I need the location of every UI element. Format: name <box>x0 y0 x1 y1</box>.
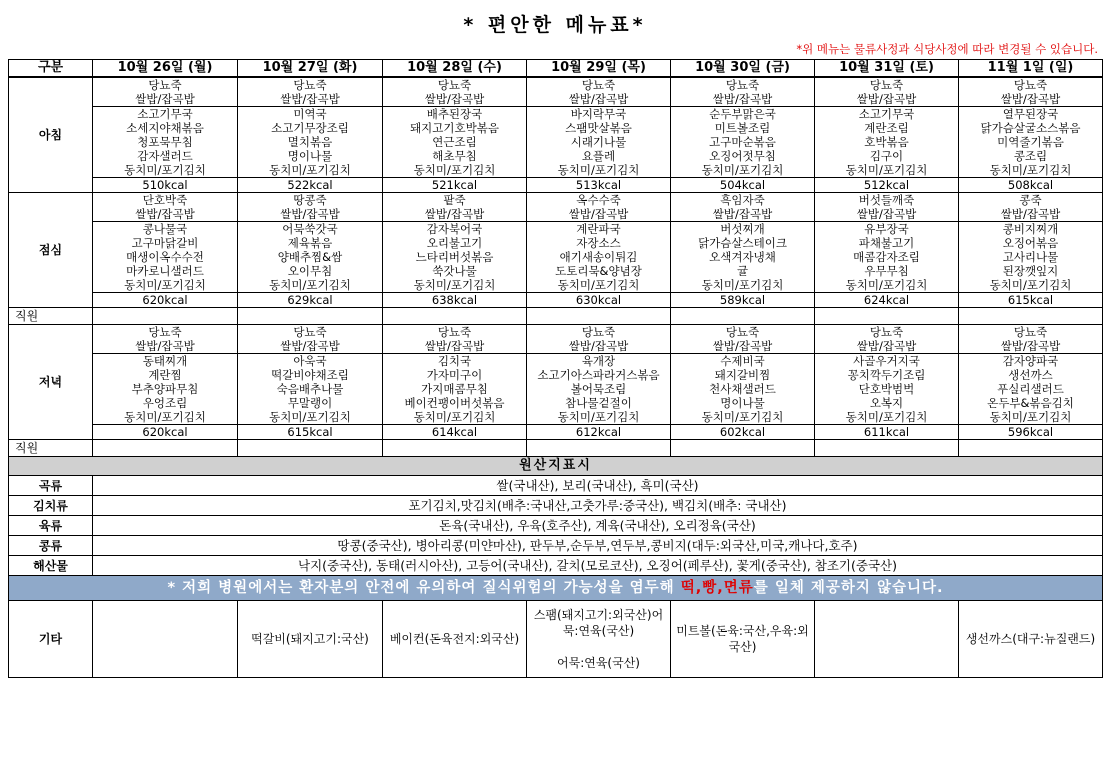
dish-cell: 흑임자죽 <box>671 193 815 208</box>
day-header: 10월 29일 (목) <box>527 60 671 78</box>
dish-cell: 당뇨죽 <box>959 325 1103 340</box>
dish-row <box>9 135 1103 149</box>
dish-cell: 쌀밥/잡곡밥 <box>815 207 959 222</box>
dish-cell: 땅콩죽 <box>238 193 383 208</box>
dish-cell: 매콤감자조림 <box>815 250 959 264</box>
dish-cell: 동태찌개 <box>93 354 238 369</box>
kcal-cell: 508kcal <box>959 178 1103 193</box>
dish-cell: 당뇨죽 <box>238 325 383 340</box>
dish-cell: 생선까스 <box>959 368 1103 382</box>
origin-label: 곡류 <box>9 476 93 496</box>
dish-cell: 오색겨자냉채 <box>671 250 815 264</box>
kcal-cell: 522kcal <box>238 178 383 193</box>
dish-cell: 수제비국 <box>671 354 815 369</box>
dish-cell: 자장소스 <box>527 236 671 250</box>
staff-cell <box>959 308 1103 325</box>
dish-cell: 오복지 <box>815 396 959 410</box>
meal-label: 점심 <box>9 193 93 308</box>
staff-cell <box>815 440 959 457</box>
kcal-cell: 589kcal <box>671 293 815 308</box>
dish-cell: 쌀밥/잡곡밥 <box>671 92 815 107</box>
dish-cell: 동치미/포기김치 <box>383 410 527 425</box>
dish-row <box>9 339 1103 354</box>
dish-cell: 바지락무국 <box>527 107 671 122</box>
dish-cell: 떡갈비야채조림 <box>238 368 383 382</box>
dish-cell: 오리불고기 <box>383 236 527 250</box>
etc-row <box>9 601 1103 678</box>
etc-label: 기타 <box>9 601 93 678</box>
dish-cell: 쌀밥/잡곡밥 <box>815 339 959 354</box>
dish-cell: 동치미/포기김치 <box>815 163 959 178</box>
kcal-cell: 602kcal <box>671 425 815 440</box>
etc-cell <box>93 601 238 678</box>
dish-cell: 고구마순볶음 <box>671 135 815 149</box>
dish-cell: 가자미구이 <box>383 368 527 382</box>
dish-cell: 고사리나물 <box>959 250 1103 264</box>
dish-cell: 된장깻잎지 <box>959 264 1103 278</box>
dish-row <box>9 107 1103 122</box>
dish-cell: 계란조림 <box>815 121 959 135</box>
dish-cell: 당뇨죽 <box>815 325 959 340</box>
safety-banner <box>9 576 1103 601</box>
dish-cell: 무말랭이 <box>238 396 383 410</box>
dish-cell: 당뇨죽 <box>93 77 238 92</box>
dish-cell: 감자양파국 <box>959 354 1103 369</box>
dish-cell: 동치미/포기김치 <box>238 163 383 178</box>
dish-row <box>9 236 1103 250</box>
origin-row <box>9 516 1103 536</box>
dish-cell: 동치미/포기김치 <box>383 278 527 293</box>
dish-cell: 계란찜 <box>93 368 238 382</box>
origin-row <box>9 476 1103 496</box>
dish-cell: 매생이옥수수전 <box>93 250 238 264</box>
dish-cell: 동치미/포기김치 <box>93 278 238 293</box>
dish-cell: 동치미/포기김치 <box>527 278 671 293</box>
etc-cell <box>383 601 527 678</box>
dish-cell: 동치미/포기김치 <box>959 278 1103 293</box>
dish-cell: 당뇨죽 <box>383 325 527 340</box>
kcal-cell: 612kcal <box>527 425 671 440</box>
dish-row <box>9 207 1103 222</box>
dish-cell: 콩죽 <box>959 193 1103 208</box>
dish-cell: 미트볼조림 <box>671 121 815 135</box>
day-header: 11월 1일 (일) <box>959 60 1103 78</box>
etc-cell-text: 떡갈비(돼지고기:국산) <box>251 632 369 646</box>
dish-cell: 당뇨죽 <box>671 325 815 340</box>
dish-row <box>9 396 1103 410</box>
staff-cell <box>527 308 671 325</box>
dish-cell: 소고기아스파라거스볶음 <box>527 368 671 382</box>
dish-row <box>9 382 1103 396</box>
dish-cell: 푸실리샐러드 <box>959 382 1103 396</box>
dish-cell: 동치미/포기김치 <box>959 410 1103 425</box>
dish-cell: 쌀밥/잡곡밥 <box>93 339 238 354</box>
dish-cell: 쌀밥/잡곡밥 <box>93 207 238 222</box>
dish-cell: 동치미/포기김치 <box>93 410 238 425</box>
day-header: 10월 30일 (금) <box>671 60 815 78</box>
dish-cell: 쌀밥/잡곡밥 <box>671 207 815 222</box>
dish-cell: 버섯들깨죽 <box>815 193 959 208</box>
dish-cell: 우무무침 <box>815 264 959 278</box>
origin-label: 육류 <box>9 516 93 536</box>
dish-row <box>9 193 1103 208</box>
kcal-cell: 624kcal <box>815 293 959 308</box>
dish-cell: 김치국 <box>383 354 527 369</box>
origin-text: 포기김치,맛김치(배추:국내산,고춧가루:중국산), 백김치(배추: 국내산) <box>93 496 1103 516</box>
dish-cell: 당뇨죽 <box>671 77 815 92</box>
dish-cell: 팥죽 <box>383 193 527 208</box>
dish-cell: 숙음배추나물 <box>238 382 383 396</box>
dish-cell: 시래기나물 <box>527 135 671 149</box>
etc-cell <box>238 601 383 678</box>
dish-cell: 어묵쑥갓국 <box>238 222 383 237</box>
dish-cell: 양배추찜&쌈 <box>238 250 383 264</box>
header-row <box>9 60 1103 78</box>
dish-cell: 볼어묵조림 <box>527 382 671 396</box>
safety-banner-row <box>9 576 1103 601</box>
kcal-cell: 611kcal <box>815 425 959 440</box>
dish-cell: 당뇨죽 <box>527 77 671 92</box>
origin-row <box>9 556 1103 576</box>
dish-cell: 닭가슴살스테이크 <box>671 236 815 250</box>
dish-row <box>9 354 1103 369</box>
origin-text: 낙지(중국산), 동태(러시아산), 고등어(국내산), 갈치(모로코산), 오징어(페루산), 꽃게(중국산), 참조기(중국산) <box>93 556 1103 576</box>
dish-cell: 쌀밥/잡곡밥 <box>527 92 671 107</box>
day-header: 10월 26일 (월) <box>93 60 238 78</box>
dish-row <box>9 325 1103 340</box>
dish-cell: 쌀밥/잡곡밥 <box>959 92 1103 107</box>
day-header: 10월 31일 (토) <box>815 60 959 78</box>
dish-row <box>9 278 1103 293</box>
dish-row <box>9 264 1103 278</box>
banner-text-prefix: * 저희 병원에서는 환자분의 안전에 유의하여 질식위험의 가능성을 염두해 <box>167 580 681 596</box>
dish-cell: 순두부맑은국 <box>671 107 815 122</box>
dish-cell: 동치미/포기김치 <box>671 163 815 178</box>
dish-cell: 동치미/포기김치 <box>527 410 671 425</box>
dish-cell: 쌀밥/잡곡밥 <box>815 92 959 107</box>
staff-cell <box>671 308 815 325</box>
dish-cell: 파채불고기 <box>815 236 959 250</box>
staff-cell <box>383 308 527 325</box>
day-header: 10월 28일 (수) <box>383 60 527 78</box>
staff-label: 직원 <box>9 308 93 325</box>
dish-cell: 부추양파무침 <box>93 382 238 396</box>
dish-cell: 콩조림 <box>959 149 1103 163</box>
origin-label: 해산물 <box>9 556 93 576</box>
menu-table <box>8 59 1103 678</box>
staff-row <box>9 308 1103 325</box>
dish-row <box>9 368 1103 382</box>
kcal-cell: 512kcal <box>815 178 959 193</box>
dish-cell: 닭가슴살굴소스볶음 <box>959 121 1103 135</box>
dish-cell: 김구이 <box>815 149 959 163</box>
etc-cell <box>959 601 1103 678</box>
dish-row <box>9 410 1103 425</box>
dish-cell: 감자샐러드 <box>93 149 238 163</box>
dish-cell: 요플레 <box>527 149 671 163</box>
dish-cell: 명이나물 <box>238 149 383 163</box>
origin-row <box>9 496 1103 516</box>
dish-cell: 아욱국 <box>238 354 383 369</box>
dish-cell: 당뇨죽 <box>527 325 671 340</box>
etc-cell-text: 생선까스(대구:뉴질랜드) <box>965 632 1096 646</box>
dish-cell: 배추된장국 <box>383 107 527 122</box>
dish-cell: 계란파국 <box>527 222 671 237</box>
dish-cell: 천사채샐러드 <box>671 382 815 396</box>
dish-cell: 콩비지찌개 <box>959 222 1103 237</box>
banner-text-suffix: 를 일체 제공하지 않습니다. <box>753 580 944 596</box>
dish-row <box>9 222 1103 237</box>
dish-cell: 당뇨죽 <box>383 77 527 92</box>
dish-cell: 쌀밥/잡곡밥 <box>238 207 383 222</box>
dish-cell: 온두부&볶음김치 <box>959 396 1103 410</box>
kcal-cell: 615kcal <box>238 425 383 440</box>
dish-cell: 오징어볶음 <box>959 236 1103 250</box>
dish-cell: 귤 <box>671 264 815 278</box>
kcal-cell: 630kcal <box>527 293 671 308</box>
kcal-cell: 615kcal <box>959 293 1103 308</box>
dish-cell: 오이무침 <box>238 264 383 278</box>
dish-cell: 쌀밥/잡곡밥 <box>671 339 815 354</box>
dish-cell: 우엉조림 <box>93 396 238 410</box>
staff-cell <box>815 308 959 325</box>
dish-cell: 연근조림 <box>383 135 527 149</box>
dish-cell: 쌀밥/잡곡밥 <box>238 339 383 354</box>
dish-cell: 쌀밥/잡곡밥 <box>383 207 527 222</box>
etc-cell <box>815 601 959 678</box>
kcal-cell: 510kcal <box>93 178 238 193</box>
dish-cell: 사골우거지국 <box>815 354 959 369</box>
staff-cell <box>93 440 238 457</box>
origin-row <box>9 536 1103 556</box>
dish-row <box>9 250 1103 264</box>
dish-cell: 느타리버섯볶음 <box>383 250 527 264</box>
change-notice: *위 메뉴는 물류사정과 식당사정에 따라 변경될 수 있습니다. <box>796 42 1098 56</box>
dish-cell: 마카로니샐러드 <box>93 264 238 278</box>
kcal-row <box>9 178 1103 193</box>
dish-cell: 가지매콤무침 <box>383 382 527 396</box>
header-label: 구분 <box>9 60 93 78</box>
kcal-row <box>9 293 1103 308</box>
dish-row <box>9 163 1103 178</box>
dish-cell: 스팸맛살볶음 <box>527 121 671 135</box>
etc-cell-text: 베이컨(돈육전지:외국산) <box>389 632 520 646</box>
dish-cell: 당뇨죽 <box>93 325 238 340</box>
kcal-cell: 629kcal <box>238 293 383 308</box>
dish-cell: 고구마닭갈비 <box>93 236 238 250</box>
staff-cell <box>959 440 1103 457</box>
kcal-cell: 521kcal <box>383 178 527 193</box>
kcal-cell: 620kcal <box>93 425 238 440</box>
origin-title-row <box>9 457 1103 476</box>
dish-cell: 애기새송이튀김 <box>527 250 671 264</box>
dish-cell: 동치미/포기김치 <box>671 410 815 425</box>
dish-cell: 육개장 <box>527 354 671 369</box>
dish-cell: 옥수수죽 <box>527 193 671 208</box>
dish-cell: 쌀밥/잡곡밥 <box>527 339 671 354</box>
dish-cell: 명이나물 <box>671 396 815 410</box>
dish-cell: 꽁치깍두기조림 <box>815 368 959 382</box>
origin-title: 원산지표시 <box>9 457 1103 476</box>
dish-cell: 쌀밥/잡곡밥 <box>238 92 383 107</box>
dish-cell: 동치미/포기김치 <box>383 163 527 178</box>
dish-cell: 콩나물국 <box>93 222 238 237</box>
kcal-cell: 596kcal <box>959 425 1103 440</box>
origin-label: 김치류 <box>9 496 93 516</box>
etc-cell-text: 미트볼(돈육:국산,우육:외국산) <box>676 624 809 654</box>
dish-cell: 멸치볶음 <box>238 135 383 149</box>
dish-cell: 호박볶음 <box>815 135 959 149</box>
dish-cell: 열무된장국 <box>959 107 1103 122</box>
dish-cell: 동치미/포기김치 <box>671 278 815 293</box>
dish-cell: 유부장국 <box>815 222 959 237</box>
dish-cell: 해초무침 <box>383 149 527 163</box>
etc-cell <box>527 601 671 678</box>
staff-row <box>9 440 1103 457</box>
staff-cell <box>671 440 815 457</box>
staff-cell <box>238 308 383 325</box>
dish-cell: 동치미/포기김치 <box>93 163 238 178</box>
origin-text: 땅콩(중국산), 병아리콩(미얀마산), 판두부,순두부,연두부,콩비지(대두:외국산,미국,캐나다,호주) <box>93 536 1103 556</box>
dish-cell: 당뇨죽 <box>238 77 383 92</box>
staff-cell <box>383 440 527 457</box>
origin-label: 콩류 <box>9 536 93 556</box>
dish-cell: 쌀밥/잡곡밥 <box>959 207 1103 222</box>
dish-cell: 도토리묵&양념장 <box>527 264 671 278</box>
dish-cell: 베이컨팽이버섯볶음 <box>383 396 527 410</box>
dish-cell: 단호박범벅 <box>815 382 959 396</box>
staff-cell <box>527 440 671 457</box>
dish-cell: 쌀밥/잡곡밥 <box>383 92 527 107</box>
dish-cell: 단호박죽 <box>93 193 238 208</box>
dish-cell: 미역줄기볶음 <box>959 135 1103 149</box>
kcal-cell: 513kcal <box>527 178 671 193</box>
dish-cell: 쌀밥/잡곡밥 <box>93 92 238 107</box>
kcal-row <box>9 425 1103 440</box>
dish-cell: 동치미/포기김치 <box>238 278 383 293</box>
kcal-cell: 614kcal <box>383 425 527 440</box>
dish-cell: 제육볶음 <box>238 236 383 250</box>
dish-cell: 소세지야채볶음 <box>93 121 238 135</box>
dish-cell: 쌀밥/잡곡밥 <box>383 339 527 354</box>
meal-label: 아침 <box>9 77 93 193</box>
dish-cell: 소고기무국 <box>815 107 959 122</box>
dish-cell: 동치미/포기김치 <box>815 410 959 425</box>
dish-cell: 오징어젓무침 <box>671 149 815 163</box>
kcal-cell: 638kcal <box>383 293 527 308</box>
dish-cell: 동치미/포기김치 <box>527 163 671 178</box>
staff-cell <box>93 308 238 325</box>
dish-cell: 돼지갈비찜 <box>671 368 815 382</box>
day-header: 10월 27일 (화) <box>238 60 383 78</box>
dish-row <box>9 92 1103 107</box>
page-title: * 편안한 메뉴표* <box>463 14 647 36</box>
dish-cell: 버섯찌개 <box>671 222 815 237</box>
dish-cell: 동치미/포기김치 <box>959 163 1103 178</box>
dish-cell: 당뇨죽 <box>815 77 959 92</box>
dish-cell: 쌀밥/잡곡밥 <box>527 207 671 222</box>
origin-text: 돈육(국내산), 우육(호주산), 계육(국내산), 오리정육(국산) <box>93 516 1103 536</box>
dish-cell: 소고기무국 <box>93 107 238 122</box>
dish-cell: 동치미/포기김치 <box>815 278 959 293</box>
staff-cell <box>238 440 383 457</box>
kcal-cell: 620kcal <box>93 293 238 308</box>
dish-row <box>9 149 1103 163</box>
kcal-cell: 504kcal <box>671 178 815 193</box>
dish-row <box>9 121 1103 135</box>
banner-highlight: 떡,빵,면류 <box>680 580 754 596</box>
meal-label: 저녁 <box>9 325 93 440</box>
etc-cell-text: 스팸(돼지고기:외국산)어묵:연육(국산) 어묵:연육(국산) <box>533 608 664 670</box>
dish-cell: 소고기무장조림 <box>238 121 383 135</box>
dish-cell: 동치미/포기김치 <box>238 410 383 425</box>
dish-cell: 참나물겉절이 <box>527 396 671 410</box>
dish-cell: 미역국 <box>238 107 383 122</box>
etc-cell <box>671 601 815 678</box>
dish-cell: 쌀밥/잡곡밥 <box>959 339 1103 354</box>
staff-label: 직원 <box>9 440 93 457</box>
dish-cell: 청포묵무침 <box>93 135 238 149</box>
dish-cell: 돼지고기호박볶음 <box>383 121 527 135</box>
dish-cell: 쑥갓나물 <box>383 264 527 278</box>
dish-cell: 당뇨죽 <box>959 77 1103 92</box>
dish-row <box>9 77 1103 92</box>
dish-cell: 감자북어국 <box>383 222 527 237</box>
origin-text: 쌀(국내산), 보리(국내산), 흑미(국산) <box>93 476 1103 496</box>
